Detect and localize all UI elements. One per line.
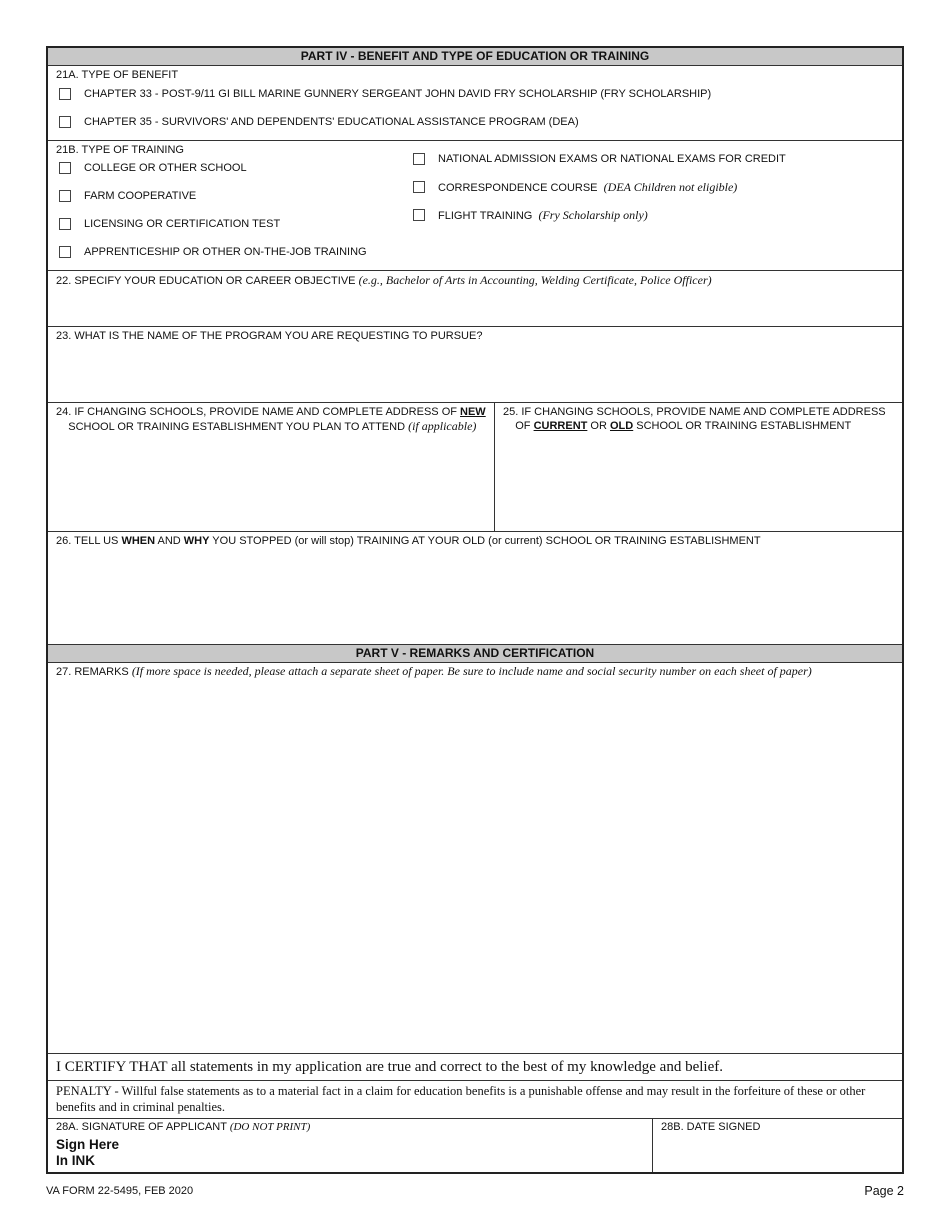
divider [48, 326, 902, 327]
training-licensing-label: LICENSING OR CERTIFICATION TEST [84, 218, 281, 230]
training-national-exams-label: NATIONAL ADMISSION EXAMS OR NATIONAL EXAMS FOR CREDIT [438, 153, 786, 165]
training-flight-checkbox[interactable] [413, 209, 425, 221]
q23-label: 23. WHAT IS THE NAME OF THE PROGRAM YOU ARE REQUESTING TO PURSUE? [56, 330, 483, 342]
divider [48, 1080, 902, 1081]
divider [48, 402, 902, 403]
program-name-field[interactable] [48, 344, 902, 402]
q22-label: 22. SPECIFY YOUR EDUCATION OR CAREER OBJECTIVE (e.g., Bachelor of Arts in Accounting, Welding Certificate, Police Officer) [56, 273, 712, 287]
signature-field[interactable] [48, 1134, 652, 1172]
date-signed-field[interactable] [653, 1134, 902, 1172]
training-farm-label: FARM COOPERATIVE [84, 190, 197, 202]
q21a-label: 21A. TYPE OF BENEFIT [56, 69, 179, 81]
q25-label: 25. IF CHANGING SCHOOLS, PROVIDE NAME AND COMPLETE ADDRESS OF CURRENT OR OLD SCHOOL OR TRAINING ESTABLISHMENT [503, 406, 886, 432]
training-correspondence-checkbox[interactable] [413, 181, 425, 193]
sign-here-label: Sign Here In INK [56, 1137, 120, 1168]
q28a-label: 28A. SIGNATURE OF APPLICANT (DO NOT PRINT) [56, 1121, 311, 1133]
q21b-label: 21B. TYPE OF TRAINING [56, 144, 184, 156]
penalty-statement: PENALTY - Willful false statements as to a material fact in a claim for education benefits is a punishable offense and may result in the forfeiture of these or other benefits and in criminal penalties. [56, 1084, 866, 1114]
training-college-label: COLLEGE OR OTHER SCHOOL [84, 162, 247, 174]
part4-header: PART IV - BENEFIT AND TYPE OF EDUCATION OR TRAINING [48, 48, 902, 66]
form-id: VA FORM 22-5495, FEB 2020 [46, 1185, 194, 1197]
career-objective-field[interactable] [48, 288, 902, 326]
va-form-page [46, 46, 904, 1174]
part5-header: PART V - REMARKS AND CERTIFICATION [48, 644, 902, 663]
page-number: Page 2 [864, 1184, 904, 1198]
benefit-ch33-checkbox[interactable] [59, 88, 71, 100]
certification-statement: I CERTIFY THAT all statements in my application are true and correct to the best of my knowledge and belief. [56, 1059, 723, 1075]
training-college-checkbox[interactable] [59, 162, 71, 174]
old-school-address-field[interactable] [495, 438, 902, 530]
divider [48, 270, 902, 271]
training-apprenticeship-label: APPRENTICESHIP OR OTHER ON-THE-JOB TRAINING [84, 246, 367, 258]
divider [48, 531, 902, 532]
stop-training-reason-field[interactable] [48, 550, 902, 642]
q26-label: 26. TELL US WHEN AND WHY YOU STOPPED (or will stop) TRAINING AT YOUR OLD (or current) SCHOOL OR TRAINING ESTABLISHMENT [56, 535, 761, 547]
benefit-ch35-label: CHAPTER 35 - SURVIVORS' AND DEPENDENTS' EDUCATIONAL ASSISTANCE PROGRAM (DEA) [84, 116, 579, 128]
divider [48, 140, 902, 141]
training-correspondence-label: CORRESPONDENCE COURSE (DEA Children not eligible) [438, 180, 738, 194]
training-farm-checkbox[interactable] [59, 190, 71, 202]
benefit-ch33-label: CHAPTER 33 - POST-9/11 GI BILL MARINE GUNNERY SERGEANT JOHN DAVID FRY SCHOLARSHIP (FRY SCHOLARSHIP) [84, 88, 712, 100]
new-school-address-field[interactable] [48, 438, 494, 530]
q27-label: 27. REMARKS (If more space is needed, please attach a separate sheet of paper. Be sure to include name and social security number on each sheet of paper) [56, 664, 812, 678]
training-licensing-checkbox[interactable] [59, 218, 71, 230]
q28b-label: 28B. DATE SIGNED [661, 1121, 761, 1133]
benefit-ch35-checkbox[interactable] [59, 116, 71, 128]
training-apprenticeship-checkbox[interactable] [59, 246, 71, 258]
training-flight-label: FLIGHT TRAINING (Fry Scholarship only) [438, 208, 648, 222]
remarks-field[interactable] [48, 680, 902, 1052]
divider [48, 1118, 902, 1119]
q24-label: 24. IF CHANGING SCHOOLS, PROVIDE NAME AND COMPLETE ADDRESS OF NEW SCHOOL OR TRAINING ESTABLISHMENT YOU PLAN TO ATTEND (if applicable) [56, 406, 486, 433]
training-national-exams-checkbox[interactable] [413, 153, 425, 165]
divider [48, 1053, 902, 1054]
